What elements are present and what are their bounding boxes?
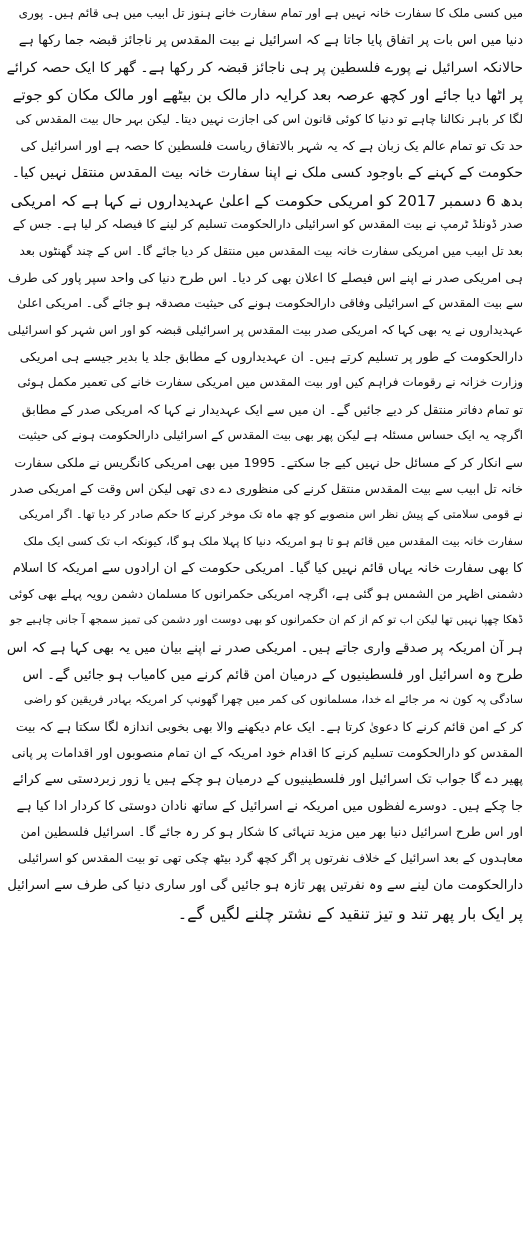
article-line: سفارت خانہ بیت المقدس میں قائم ہو تا ہو امریکہ دنیا کا پہلا ملک ہو گا، کیونکہ اب تک کسی ایک ملک	[23, 533, 523, 548]
article-line: صدر ڈونلڈ ٹرمپ نے بیت المقدس کو اسرائیلی دارالحکومت تسلیم کر لینے کا فیصلہ کر لیا ہے۔ جس کے	[12, 217, 523, 232]
article-line: طرح وہ اسرائیل اور فلسطینیوں کے درمیان امن قائم کرنے میں کامیاب ہو جائیں گے۔ اس	[22, 666, 523, 683]
article-line: اگرچہ یہ ایک حساس مسئلہ ہے لیکن پھر بھی بیت المقدس کے اسرائیلی دارالحکومت ہونے کی حیثیت	[18, 428, 523, 443]
article-line: خانہ تل ابیب سے بیت المقدس منتقل کرنے کی منظوری دے دی تھی لیکن اس وقت کے امریکی صدر	[10, 481, 523, 497]
article-line: جا چکے ہیں۔ دوسرے لفظوں میں امریکہ نے اسرائیل کے ساتھ نادان دوستی کا کردار ادا کیا ہے	[16, 798, 523, 814]
article-line: میں کسی ملک کا سفارت خانہ نہیں ہے اور تمام سفارت خانے ہنوز تل ابیب میں ہی قائم ہیں۔ پوری	[18, 6, 523, 20]
article-line: حد تک تو تمام عالم یک زبان ہے کہ یہ شہر بالاتفاق ریاست فلسطین کا حصہ ہے اور اسرائیل کی	[20, 137, 523, 153]
article-line: وزارت خزانہ نے رقومات فراہم کیں اور بیت المقدس میں امریکی سفارت خانے کی تعمیر مکمل ہوئی	[17, 375, 523, 390]
article-line: بدھ 6 دسمبر 2017 کو امریکی حکومت کے اعلیٰ عہدیداروں نے کہا ہے کہ امریکی	[10, 191, 523, 210]
article-body	[6, 4, 523, 928]
article-line: پھیر دے گا جواب تک اسرائیل اور فلسطینیوں کے درمیان ہو چکے ہیں یا زور زبردستی سے کرائے	[12, 772, 523, 788]
article-line: نے قومی سلامتی کے پیش نظر اس منصوبے کو چھ ماہ تک موخر کرنے کا حکم صادر کر دیا تھا۔ اگر امریکی	[18, 507, 523, 522]
article-line: معاہدوں کے بعد اسرائیل کے خلاف نفرتوں پر اگر کچھ گرد بیٹھ چکی تھی تو بیت المقدس کو اسرائیلی	[17, 850, 523, 865]
article-line: لگا کر باہر نکالنا چاہے تو دنیا کا کوئی قانون اس کی اجازت نہیں دیتا۔ لیکن بہر حال بیت المقدس کی	[15, 111, 523, 126]
article-line: سے بیت المقدس کے اسرائیلی وفاقی دارالحکومت ہونے کی حیثیت مصدقہ ہو جائے گی۔ امریکی اعلیٰ	[17, 296, 523, 311]
article-line: دشمنی اظہر من الشمس ہو گئی ہے، اگرچہ امریکی حکمرانوں کا مسلمان دشمن رویہ پہلے بھی کوئی	[8, 586, 523, 601]
article-line: بعد تل ابیب میں امریکی سفارت خانہ بیت المقدس میں منتقل کر دیا جائے گا۔ اس کے چند گھنٹوں بعد	[19, 243, 523, 258]
article-line: دنیا میں اس بات پر اتفاق پایا جاتا ہے کہ اسرائیل نے بیت المقدس پر ناجائز قبضہ جما رکھا ہے	[18, 33, 523, 49]
article-line: حکومت کے کہنے کے باوجود کسی ملک نے اپنا سفارت خانہ بیت المقدس منتقل نہیں کیا۔	[11, 165, 523, 182]
article-line: ڈھکا چھپا نہیں تھا لیکن اب تو کم از کم ان حکمرانوں کو بھی دوست اور دشمن کی تمیز سمجھ آ جانی چاہیے جو	[10, 612, 523, 626]
article-line: عہدیداروں نے یہ بھی کہا کہ امریکی صدر بیت المقدس پر اسرائیلی قبضہ کو اور اس شہر کو اسرائیلی	[7, 322, 523, 337]
article-line: پر اٹھا دیا جائے اور کچھ عرصہ بعد کرایہ دار مالک بن بیٹھے اور مالک مکان کو جوتے	[12, 86, 523, 105]
article-line: کا بھی سفارت خانہ یہاں قائم نہیں کیا گیا۔ امریکی حکومت کے ان ارادوں سے امریکہ کا اسلام	[12, 561, 523, 577]
article-line: ہی امریکی صدر نے اپنے اس فیصلے کا اعلان بھی کر دیا۔ اس طرح دنیا کی واحد سپر پاور کی طرف	[7, 269, 523, 285]
article-line: دارالحکومت کے طور پر تسلیم کرتے ہیں۔ ان عہدیداروں کے مطابق جلد یا بدیر جیسے ہی امریکی	[19, 349, 523, 365]
article-line: حالانکہ اسرائیل نے پورے فلسطین پر ہی ناجائز قبضہ کر رکھا ہے۔ گھر کا ایک حصہ کرائے	[6, 59, 523, 76]
article-line: ہر آن امریکہ پر صدقے واری جاتے ہیں۔ امریکی صدر نے اپنے بیان میں یہ بھی کہا ہے کہ اس	[6, 640, 523, 657]
article-line: تو تمام دفاتر منتقل کر دیے جائیں گے۔ ان میں سے ایک عہدیدار نے کہا کہ امریکی صدر کے مطابق	[21, 401, 523, 417]
article-line: پر ایک بار پھر تند و تیز تنقید کے نشتر چلنے لگیں گے۔	[177, 904, 523, 924]
article-line: اور اس طرح اسرائیل دنیا بھر میں مزید تنہائی کا شکار ہو کر رہ جائے گا۔ اسرائیل فلسطین امن	[20, 824, 523, 840]
article-line: کر کے امن قائم کرنے کا دعویٰ کرتا ہے۔ ایک عام دیکھنے والا بھی بخوبی اندازہ لگا سکتا ہے کہ بیت	[15, 718, 523, 734]
article-line: دارالحکومت مان لینے سے وہ نفرتیں پھر تازہ ہو جائیں گی اور ساری دنیا کی طرف سے اسرائیل	[7, 877, 523, 893]
article-line: سے انکار کر کے مسائل حل نہیں کیے جا سکتے۔ 1995 میں بھی امریکی کانگریس نے ملکی سفارت	[14, 454, 523, 470]
article-line: المقدس کو دارالحکومت تسلیم کرنے کا اقدام خود امریکہ کے ان تمام منصوبوں اور اقدامات پر پانی	[11, 744, 523, 760]
article-line: سادگی پہ کون نہ مر جائے اے خدا، مسلمانوں کی کمر میں چھرا گھونپ کر امریکہ بہادر فریقین کو راضی	[23, 692, 523, 707]
